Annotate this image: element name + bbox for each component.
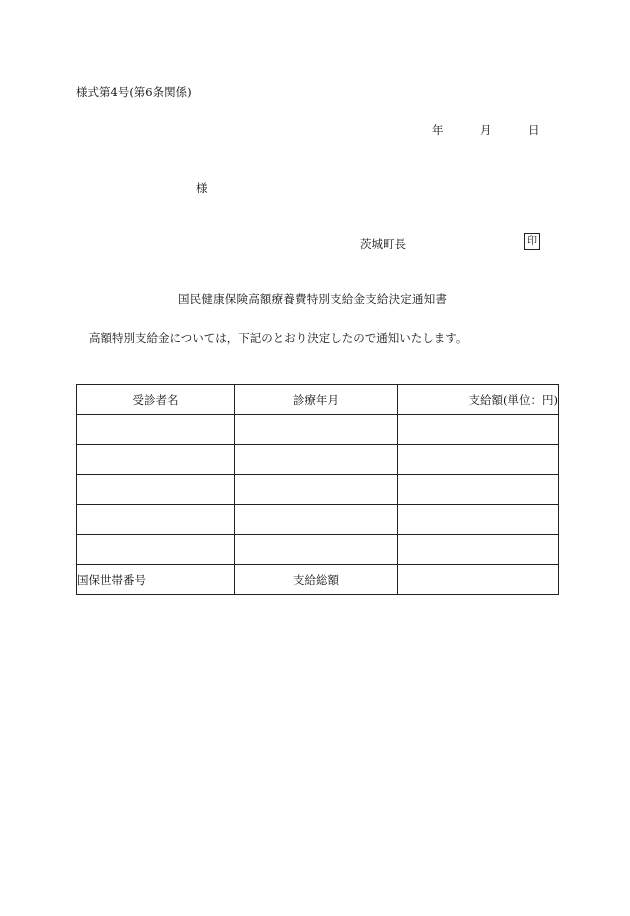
total-amount-value	[398, 565, 559, 595]
seal-mark: 印	[524, 233, 540, 250]
cell-patient-name	[77, 475, 235, 505]
notice-body: 高額特別支給金については，下記のとおり決定したので通知いたします。	[89, 331, 468, 345]
cell-treatment-month	[235, 475, 398, 505]
form-number: 様式第4号(第6条関係)	[76, 85, 192, 99]
issuer-name: 茨城町長	[360, 237, 406, 251]
table-row	[77, 475, 559, 505]
benefit-table	[76, 384, 559, 595]
header-patient-name: 受診者名	[77, 385, 235, 415]
document-title: 国民健康保険高額療養費特別支給金支給決定通知書	[178, 292, 448, 306]
cell-treatment-month	[235, 445, 398, 475]
table-row	[77, 415, 559, 445]
table-row	[77, 505, 559, 535]
table-header-row	[77, 385, 559, 415]
header-payment-amount: 支給額(単位：円)	[398, 385, 559, 415]
cell-payment-amount	[398, 505, 559, 535]
cell-payment-amount	[398, 535, 559, 565]
household-number-label: 国保世帯番号	[77, 565, 235, 595]
recipient-honorific: 様	[196, 181, 208, 195]
cell-patient-name	[77, 535, 235, 565]
date-day-label: 日	[528, 123, 540, 137]
cell-patient-name	[77, 415, 235, 445]
cell-patient-name	[77, 505, 235, 535]
table-row	[77, 535, 559, 565]
date-year-label: 年	[432, 123, 444, 137]
cell-payment-amount	[398, 445, 559, 475]
cell-payment-amount	[398, 475, 559, 505]
total-amount-label: 支給総額	[235, 565, 398, 595]
cell-treatment-month	[235, 535, 398, 565]
cell-treatment-month	[235, 415, 398, 445]
cell-treatment-month	[235, 505, 398, 535]
table-footer-row	[77, 565, 559, 595]
table-row	[77, 445, 559, 475]
header-treatment-month: 診療年月	[235, 385, 398, 415]
cell-payment-amount	[398, 415, 559, 445]
cell-patient-name	[77, 445, 235, 475]
date-month-label: 月	[480, 123, 492, 137]
